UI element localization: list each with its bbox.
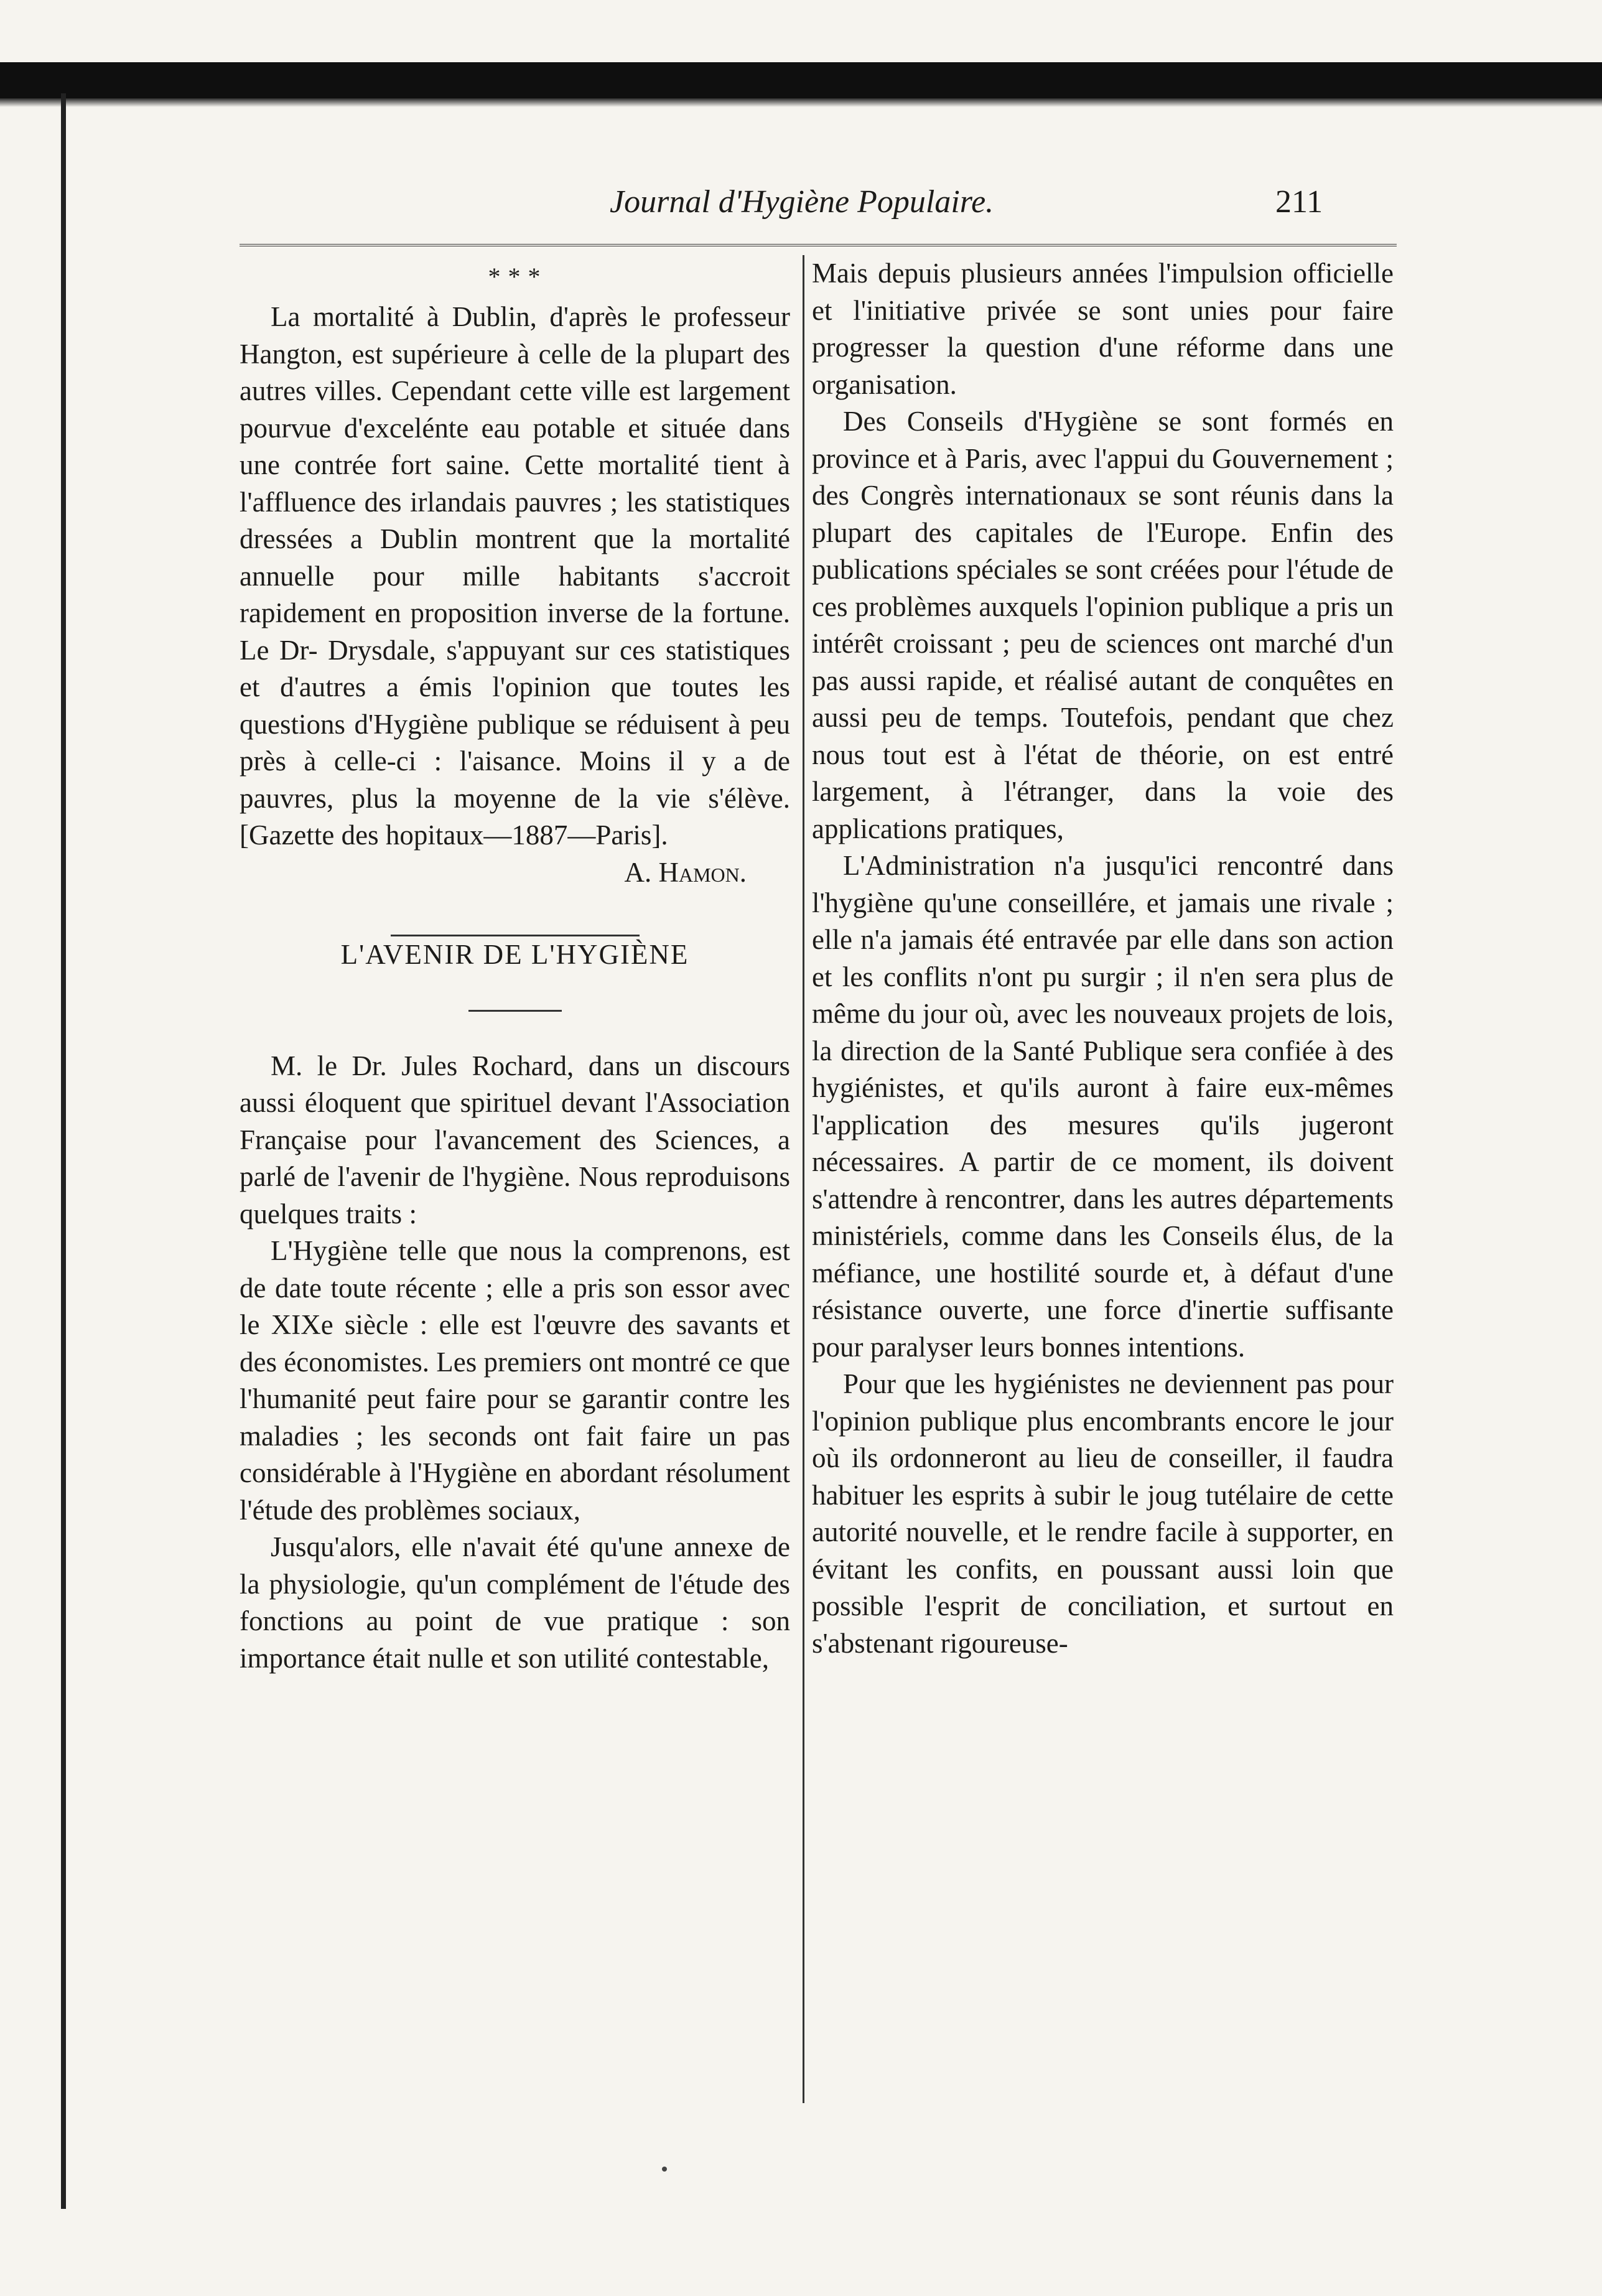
paragraph: Pour que les hygiénistes ne deviennent pas pour l'opinion publique plus encombrants encore le jour où ils ordonneront au lieu de conseiller, il faudra habituer les esprits à subir le joug tutélaire de cette autorité nouvelle, et le rendre facile à supporter, en évitant les confits, en poussant aussi loin que possible l'esprit de conciliation, et surtout en s'abstenant rigoureuse- <box>812 1368 1394 1659</box>
ink-speck <box>662 2167 667 2172</box>
title-underline <box>468 1010 562 1012</box>
scan-edge-bar <box>0 62 1602 98</box>
paragraph: M. le Dr. Jules Rochard, dans un discours aussi éloquent que spirituel devant l'Association Française pour l'avancement des Sciences, a parlé de l'avenir de l'hygiène. Nous reproduisons quelques traits : <box>240 1050 790 1230</box>
right-column <box>812 255 1394 1662</box>
header-rule <box>240 244 1397 246</box>
paragraph: L'Administration n'a jusqu'ici rencontré dans l'hygiène qu'une conseillére, et jamais une rivale ; elle n'a jamais été entravée par elle dans son action et les conflits n'ont pu surgir ; il n'en sera plus de même du jour où, avec les nouveaux projets de lois, la direction de la Santé Publique sera confiée à des hygiénistes, et qu'ils auront à faire eux-mêmes l'application des mesures qu'ils jugeront nécessaires. A partir de ce moment, ils doivent s'attendre à rencontrer, dans les autres départements ministériels, comme dans les Conseils élus, de la méfiance, une hostilité sourde et, à défaut d'une résistance ouverte, une force d'inertie suffisante pour paralyser leurs bonnes intentions. <box>812 850 1394 1363</box>
column-divider <box>803 255 804 2103</box>
page-left-edge <box>61 93 66 2209</box>
scan-edge-shadow <box>0 98 1602 107</box>
page-number: 211 <box>1275 184 1323 220</box>
paragraph: Des Conseils d'Hygiène se sont formés en province et à Paris, avec l'appui du Gouvernement ; des Congrès internationaux se sont réunis dans la plupart des capitales de l'Europe. Enfin des publications spéciales se sont créées pour l'étude de ces problèmes auxquels l'opinion publique a pris un intérêt croissant ; peu de sciences ont marché d'un pas aussi rapide, et réalisé autant de conquêtes en aussi peu de temps. Toutefois, pendant que chez nous tout est à l'état de théorie, on est entré largement, à l'étranger, dans la voie des applications pratiques, <box>812 406 1394 844</box>
section-title: L'AVENIR DE L'HYGIÈNE <box>340 939 689 970</box>
paragraph: Mais depuis plusieurs années l'impulsion officielle et l'initiative privée se sont unies pour faire progresser la question d'une réforme dans une organisation. <box>812 258 1394 400</box>
intro-paragraph: La mortalité à Dublin, d'après le professeur Hangton, est supérieure à celle de la plupart des autres villes. Cependant cette ville est largement pourvue d'excelénte eau potable et située dans une contrée fort saine. Cette mortalité tient à l'affluence des irlandais pauvres ; les statistiques dressées a Dublin montrent que la mortalité annuelle pour mille habitants s'accroit rapidement en proposition inverse de la fortune. Le Dr- Drysdale, s'appuyant sur ces statistiques et d'autres a émis l'opinion que toutes les questions d'Hygiène publique se réduisent à peu près à celle-ci : l'aisance. Moins il y a de pauvres, plus la moyenne de la vie s'élève. [Gazette des hopitaux—1887—Paris]. <box>240 301 790 851</box>
paragraph: Jusqu'alors, elle n'avait été qu'une annexe de la physiologie, qu'un complément de l'étude des fonctions au point de vue pratique : son importance était nulle et son utilité contestable, <box>240 1531 790 1674</box>
author-signature: A. Hamon. <box>624 856 747 888</box>
paragraph: L'Hygiène telle que nous la comprenons, est de date toute récente ; elle a pris son essor avec le XIXe siècle : elle est l'œuvre des savants et des économistes. Les premiers ont montré ce que l'humanité peut faire pour se garantir contre les maladies ; les seconds ont fait faire un pas considérable à l'Hygiène en abordant résolument l'étude des problèmes sociaux, <box>240 1235 790 1526</box>
running-head-title: Journal d'Hygiène Populaire. <box>610 184 994 220</box>
left-column <box>240 255 790 1677</box>
asterism: * * * <box>488 263 542 291</box>
